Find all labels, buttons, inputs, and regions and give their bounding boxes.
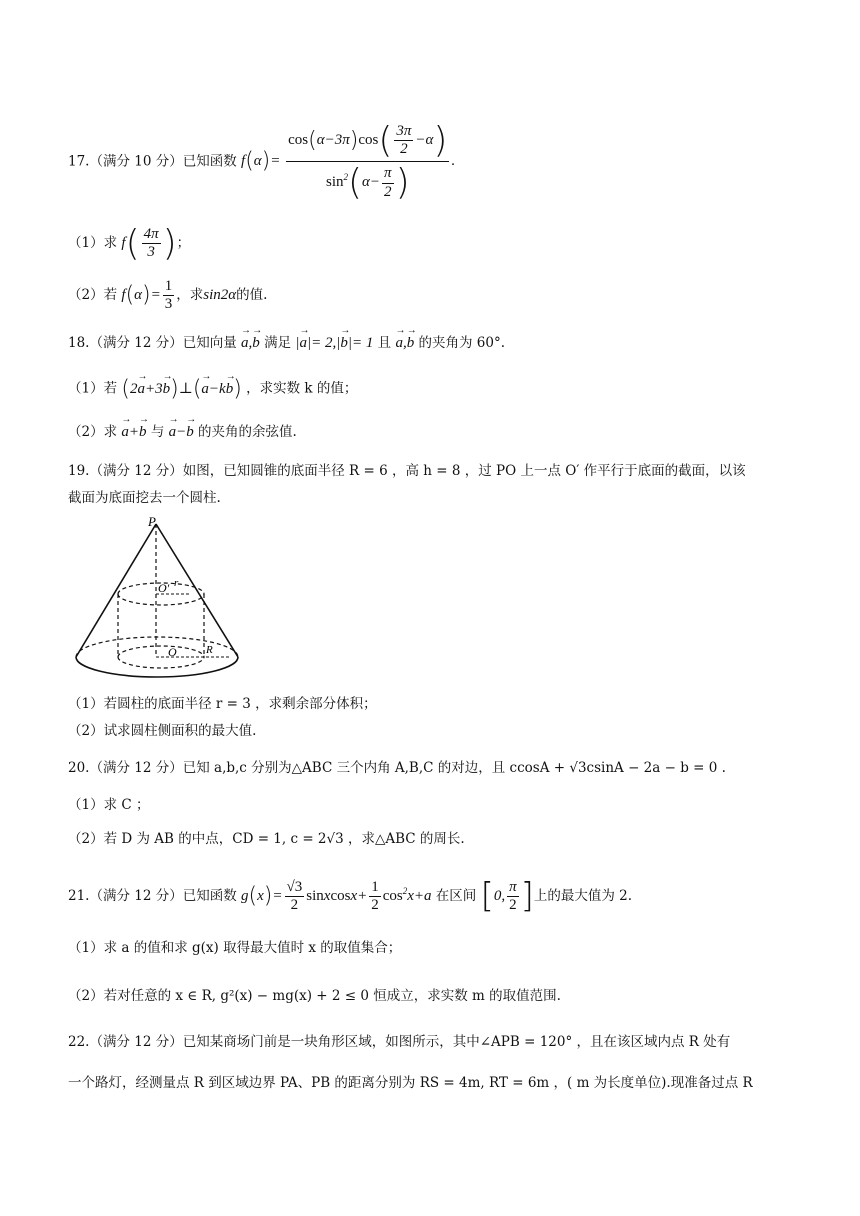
- q19-part1: （1）若圆柱的底面半径 r = 3 ，求剩余部分体积；: [68, 696, 377, 712]
- q21-part1: （1）求 a 的值和求 g(x) 取得最大值时 x 的取值集合；: [68, 940, 402, 956]
- q21-part2: （2）若对任意的 x ∈ R, g²(x) − mg(x) + 2 ≤ 0 恒成立，求实数 m 的取值范围.: [68, 988, 561, 1004]
- q17-part2: （2）若 f(α)= $\frac{1}{3}$ ，求sin2α的值.: [68, 278, 268, 313]
- q21-stem: 21.（满分 12 分）已知函数 g(x)= $\frac{√3}{2}$ sinxcosx+ $\frac{1}{2}$ $\cos^2x+a$ 在区间 [0, $\frac{\pi}{2}$ ]上的最大值为 2.: [68, 876, 633, 916]
- q17-fraction: cos(α−3π)cos( $\frac{3\pi}{2}$ −α) $\sin^2(\alpha-$ $\frac{\pi}{2}$ ): [288, 120, 448, 204]
- q17-label: 17.（满分 10 分）已知函数: [68, 153, 237, 170]
- q22-stem-line1: 22.（满分 12 分）已知某商场门前是一块角形区域，如图所示，其中∠APB = 120° ，且在该区域内点 R 处有: [68, 1034, 731, 1050]
- q19-stem-line1: 19.（满分 12 分）如图，已知圆锥的底面半径 R = 6 ，高 h = 8 ，过 PO 上一点 O′ 作平行于底面的截面，以该: [68, 463, 746, 479]
- q18-part1: （1）若 (2→ a+3→ b)⊥(→ a−k→ b) ，求实数 k 的值；: [68, 376, 357, 402]
- q17-stem: [68, 120, 455, 204]
- q18-part2: （2）求 → a+→ b 与 → a−→ b 的夹角的余弦值.: [68, 423, 297, 441]
- fig-label-p: P: [148, 514, 156, 529]
- q20-part2: （2）若 D 为 AB 的中点，CD = 1, c = 2√3 ，求△ABC 的周长.: [68, 831, 465, 847]
- q18-stem: 18.（满分 12 分）已知向量 → a,→ b 满足 |→ a|= 2,|→ b|= 1 且 → a,→ b 的夹角为 60°.: [68, 334, 505, 352]
- fig-label-r: r: [174, 577, 179, 589]
- q20-part1: （1）求 C ；: [68, 797, 150, 813]
- q19-part2: （2）试求圆柱侧面积的最大值.: [68, 723, 257, 739]
- fig-label-o: O: [168, 645, 177, 659]
- cone-figure: [70, 512, 250, 682]
- q20-stem: 20.（满分 12 分）已知 a,b,c 分别为△ABC 三个内角 A,B,C 的对边，且 ccosA + √3csinA − 2a − b = 0 .: [68, 760, 726, 776]
- q22-stem-line2: 一个路灯，经测量点 R 到区域边界 PA、PB 的距离分别为 RS = 4m, RT = 6m ，( m 为长度单位).现准备过点 R: [68, 1075, 753, 1091]
- fig-label-o1: O′: [158, 581, 170, 595]
- fig-label-R: R: [206, 644, 213, 656]
- q17-function-formula: f(α)= cos(α−3π)cos( $\frac{3\pi}{2}$ −α) $\sin^2(\alpha-$ $\frac{\pi}{2}$ ) .: [241, 120, 456, 204]
- q17-part1: （1）求 f( $\frac{4\pi}{3}$ )；: [68, 223, 191, 264]
- q19-stem-line2: 截面为底面挖去一个圆柱.: [68, 490, 221, 506]
